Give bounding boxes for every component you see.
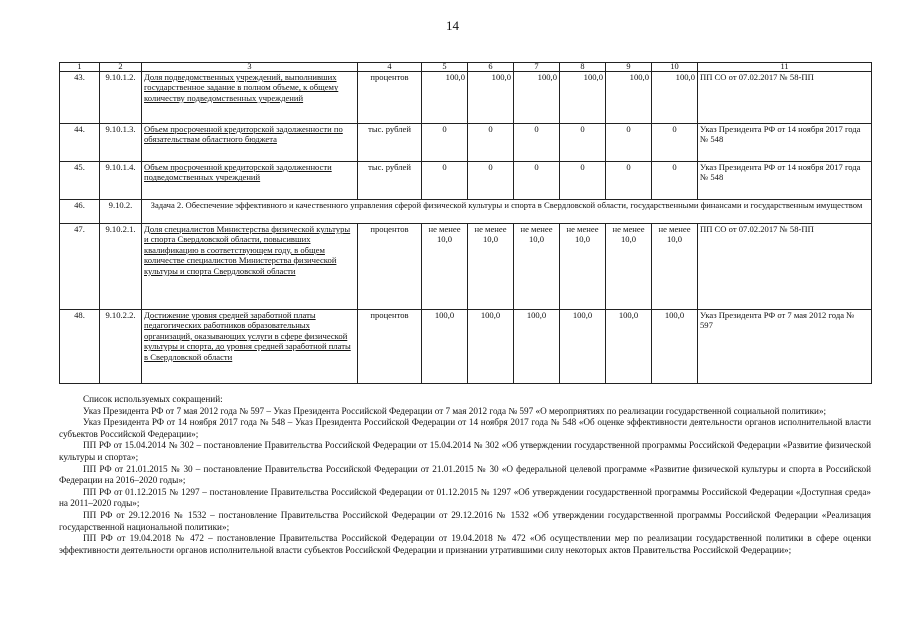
indicator-name xyxy=(142,72,358,124)
col-header: 6 xyxy=(468,63,514,72)
indicator-name-text: Доля подведомственных учреждений, выполнивших государственное задание в полном объеме, к общему количеству подведомственных учреждений xyxy=(144,72,339,103)
source-cell: Указ Президента РФ от 7 мая 2012 года № 597 xyxy=(698,310,872,384)
value-cell: 0 xyxy=(560,124,606,162)
table-row xyxy=(60,72,872,124)
value-cell: 100,0 xyxy=(560,72,606,124)
row-code: 9.10.2.2. xyxy=(100,310,142,384)
source-cell: ПП СО от 07.02.2017 № 58-ПП xyxy=(698,72,872,124)
indicator-name-text: Объем просроченной кредиторской задолженности по обязательствам областного бюджета xyxy=(144,124,343,145)
value-cell: 100,0 xyxy=(514,72,560,124)
col-header: 8 xyxy=(560,63,606,72)
value-prefix: не менее xyxy=(474,224,507,234)
col-header: 10 xyxy=(652,63,698,72)
value-prefix: не менее xyxy=(612,224,645,234)
value-cell: 100,0 xyxy=(606,310,652,384)
indicator-name-text: Достижение уровня средней заработной платы педагогических работников образовательных организаций, оказывающих услуги в сфере физической культуры и спорта, до уровня средней заработной платы в Свердловской области xyxy=(144,310,351,362)
value-prefix: не менее xyxy=(428,224,461,234)
abbreviation-item: Указ Президента РФ от 7 мая 2012 года № 597 – Указ Президента Российской Федерации от 7 мая 2012 года № 597 «О мероприятиях по реализации государственной социальной политики»; xyxy=(83,405,827,416)
value-cell: 100,0 xyxy=(606,72,652,124)
value-cell: 100,0 xyxy=(560,310,606,384)
row-number: 48. xyxy=(60,310,100,384)
abbreviation-item: ПП РФ от 15.04.2014 № 302 – постановление Правительства Российской Федерации от 15.04.2014 № 302 «Об утверждении государственной программы Российской Федерации «Развитие физической культуры и спорта»; xyxy=(59,440,871,462)
value: 10,0 xyxy=(528,234,545,245)
source-cell: Указ Президента РФ от 14 ноября 2017 года № 548 xyxy=(698,162,872,200)
value-cell xyxy=(652,224,698,310)
indicator-name-text: Доля специалистов Министерства физической культуры и спорта Свердловской области, повысивших квалификацию в соответствующем году, в общем количестве специалистов Министерства физической культуры и спорта Свердловской области xyxy=(144,224,351,276)
table-row xyxy=(60,162,872,200)
source-cell: ПП СО от 07.02.2017 № 58-ПП xyxy=(698,224,872,310)
indicator-name xyxy=(142,224,358,310)
row-number: 45. xyxy=(60,162,100,200)
col-header: 7 xyxy=(514,63,560,72)
task-heading: Задача 2. Обеспечение эффективного и качественного управления сферой физической культуры и спорта в Свердловской области, государственными финансами и государственным имуществом xyxy=(142,200,872,224)
col-header: 5 xyxy=(422,63,468,72)
abbreviations-title: Список используемых сокращений: xyxy=(83,394,223,404)
row-number: 46. xyxy=(60,200,100,224)
row-number: 43. xyxy=(60,72,100,124)
indicators-table xyxy=(59,62,872,384)
row-code: 9.10.1.2. xyxy=(100,72,142,124)
value: 10,0 xyxy=(620,234,637,245)
value-cell: 0 xyxy=(652,162,698,200)
unit: процентов xyxy=(358,224,422,310)
value-cell: 0 xyxy=(606,124,652,162)
table-row xyxy=(60,124,872,162)
value: 10,0 xyxy=(482,234,499,245)
table-row-task xyxy=(60,200,872,224)
abbreviation-item: ПП РФ от 21.01.2015 № 30 – постановление Правительства Российской Федерации от 21.01.2015 № 30 «О федеральной целевой программе «Развитие физической культуры и спорта в Российской Федерации на 2016–2020 годы»; xyxy=(59,463,871,486)
value-cell: 0 xyxy=(652,124,698,162)
row-code: 9.10.1.3. xyxy=(100,124,142,162)
value-cell xyxy=(560,224,606,310)
abbreviation-item: ПП РФ от 01.12.2015 № 1297 – постановление Правительства Российской Федерации от 01.12.2015 № 1297 «Об утверждении государственной программы Российской Федерации «Доступная среда» на 2011–2020 годы»; xyxy=(59,486,871,509)
abbreviation-item: ПП РФ от 29.12.2016 № 1532 – постановление Правительства Российской Федерации от 29.12.2016 № 1532 «Об утверждении государственной программы Российской Федерации «Реализация государственной национальной политики»; xyxy=(59,509,871,532)
table-header-row xyxy=(60,63,872,72)
row-code: 9.10.1.4. xyxy=(100,162,142,200)
value-cell: 0 xyxy=(606,162,652,200)
value-prefix: не менее xyxy=(658,224,691,234)
unit: тыс. рублей xyxy=(358,124,422,162)
value-cell: 100,0 xyxy=(422,72,468,124)
row-number: 47. xyxy=(60,224,100,310)
abbreviations-list xyxy=(59,394,871,556)
indicator-name xyxy=(142,310,358,384)
table-row xyxy=(60,310,872,384)
indicator-name xyxy=(142,162,358,200)
unit: процентов xyxy=(358,310,422,384)
value: 10,0 xyxy=(666,234,683,245)
value-cell: 0 xyxy=(422,124,468,162)
col-header: 11 xyxy=(698,63,872,72)
indicator-name-text: Объем просроченной кредиторской задолженности подведомственных учреждений xyxy=(144,162,332,183)
value-cell: 0 xyxy=(514,162,560,200)
value-cell: 100,0 xyxy=(422,310,468,384)
value-cell xyxy=(422,224,468,310)
value-cell: 100,0 xyxy=(468,72,514,124)
value-cell xyxy=(514,224,560,310)
unit: процентов xyxy=(358,72,422,124)
row-number: 44. xyxy=(60,124,100,162)
source-cell: Указ Президента РФ от 14 ноября 2017 года № 548 xyxy=(698,124,872,162)
indicator-name xyxy=(142,124,358,162)
value-cell: 0 xyxy=(560,162,606,200)
col-header: 1 xyxy=(60,63,100,72)
col-header: 4 xyxy=(358,63,422,72)
row-code: 9.10.2. xyxy=(100,200,142,224)
abbreviation-item: ПП РФ от 19.04.2018 № 472 – постановление Правительства Российской Федерации от 19.04.2018 № 472 «Об осуществлении мер по реализации государственной политики в сфере оценки эффективности деятельности органов исполнительной власти субъектов Российской Федерации и признании утратившими силу некоторых актов Правительства Российской Федерации»; xyxy=(59,533,871,555)
value-cell: 0 xyxy=(514,124,560,162)
row-code: 9.10.2.1. xyxy=(100,224,142,310)
unit: тыс. рублей xyxy=(358,162,422,200)
value: 10,0 xyxy=(436,234,453,245)
table-row xyxy=(60,224,872,310)
value-cell: 0 xyxy=(468,162,514,200)
col-header: 2 xyxy=(100,63,142,72)
page-number: 14 xyxy=(446,18,459,33)
col-header: 9 xyxy=(606,63,652,72)
value-cell xyxy=(606,224,652,310)
value-cell: 100,0 xyxy=(468,310,514,384)
value-cell: 0 xyxy=(422,162,468,200)
abbreviation-item: Указ Президента РФ от 14 ноября 2017 года № 548 – Указ Президента Российской Федерации от 14 ноября 2017 года № 548 «Об оценке эффективности деятельности органов исполнительной власти субъектов Российской Федерации»; xyxy=(59,417,871,439)
value: 10,0 xyxy=(574,234,591,245)
col-header: 3 xyxy=(142,63,358,72)
value-cell: 100,0 xyxy=(652,72,698,124)
value-cell xyxy=(468,224,514,310)
value-prefix: не менее xyxy=(520,224,553,234)
value-cell: 100,0 xyxy=(514,310,560,384)
value-cell: 0 xyxy=(468,124,514,162)
value-prefix: не менее xyxy=(566,224,599,234)
value-cell: 100,0 xyxy=(652,310,698,384)
